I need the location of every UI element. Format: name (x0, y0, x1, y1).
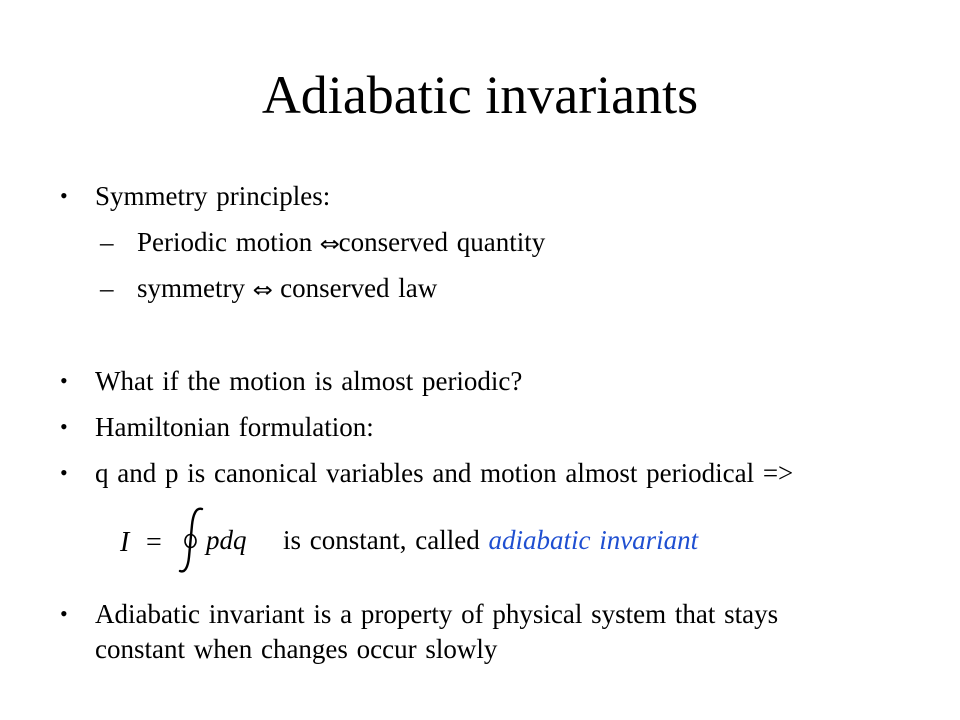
formula-equals: = (146, 527, 162, 558)
bullet-definition-line1: Adiabatic invariant is a property of physical system that stays (95, 599, 779, 629)
subbullet-text-pre: symmetry (137, 273, 254, 303)
formula-integrand: pdq (206, 525, 247, 555)
formula-adiabatic-invariant (118, 505, 278, 575)
double-arrow-icon: ⇔ (252, 278, 273, 302)
bullet-icon: • (60, 414, 68, 439)
bullet-icon: • (60, 460, 68, 485)
bullet-icon: • (60, 183, 68, 208)
adiabatic-invariant-term: adiabatic invariant (488, 525, 699, 555)
formula-lhs: I (120, 527, 130, 558)
dash-icon: – (100, 227, 114, 257)
bullet-canonical-variables: q and p is canonical variables and motion almost periodical => (95, 458, 794, 488)
dash-icon: – (100, 273, 114, 303)
bullet-definition-line2: constant when changes occur slowly (95, 634, 498, 664)
double-arrow-icon: ⇔ (319, 232, 340, 256)
subbullet-text-post: conserved law (271, 273, 438, 303)
formula-description (283, 523, 698, 557)
bullet-almost-periodic: What if the motion is almost periodic? (95, 366, 523, 396)
subbullet-periodic-motion (137, 225, 545, 261)
subbullet-symmetry (137, 271, 437, 307)
formula-text: is constant, called (283, 525, 489, 555)
slide-title: Adiabatic invariants (261, 65, 699, 125)
bullet-icon: • (60, 601, 68, 626)
bullet-symmetry-principles: Symmetry principles: (95, 181, 331, 211)
subbullet-text-post: conserved quantity (338, 227, 546, 257)
bullet-icon: • (60, 368, 68, 393)
contour-integral-icon (180, 509, 202, 572)
bullet-hamiltonian: Hamiltonian formulation: (95, 412, 374, 442)
subbullet-text-pre: Periodic motion (137, 227, 321, 257)
